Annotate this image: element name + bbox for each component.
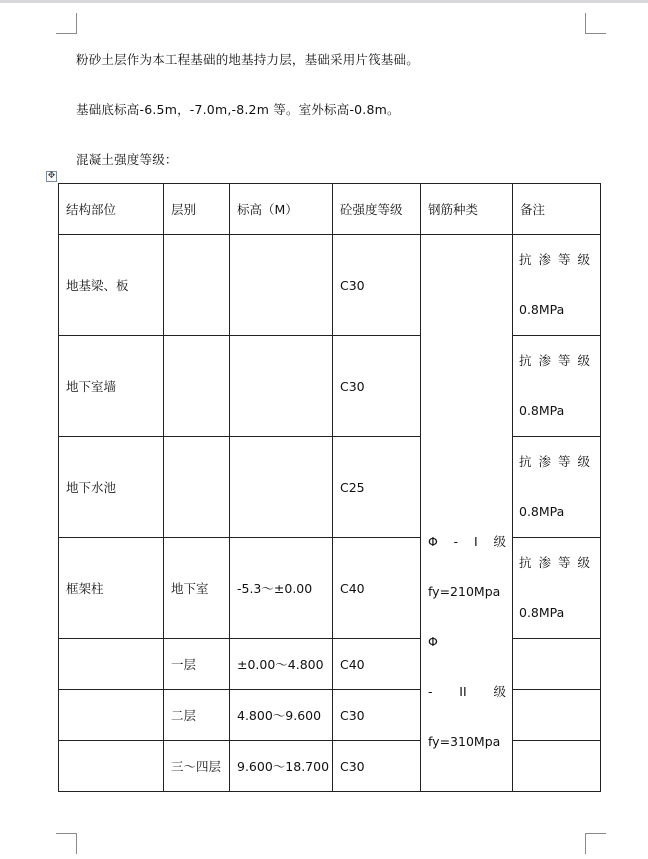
note-line: 抗渗等级 [519,555,598,570]
part-cell[interactable]: 地基梁、板 [59,235,164,336]
grade-cell[interactable]: C40 [333,639,421,690]
note-line: 抗渗等级 [519,353,598,368]
part-cell[interactable] [59,690,164,741]
header-cell[interactable]: 结构部位 [59,184,164,235]
note-line: 抗渗等级 [519,252,598,267]
paragraph-bearing-layer[interactable]: 粉砂土层作为本工程基础的地基持力层，基础采用片筏基础。 [76,52,419,67]
elevation-cell[interactable]: 9.600～18.700 [230,741,333,792]
rebar-line: Φ - I 级 [428,534,506,549]
note-cell[interactable] [513,437,601,538]
elevation-cell[interactable]: ±0.00～4.800 [230,639,333,690]
grade-cell[interactable]: C30 [333,690,421,741]
table-move-handle-icon[interactable]: ✥ [47,171,56,181]
note-line: 0.8MPa [519,504,565,519]
margin-mark-top-right [585,13,606,34]
floor-cell[interactable]: 三～四层 [164,741,230,792]
table-row [59,538,601,639]
part-cell[interactable] [59,741,164,792]
part-cell[interactable]: 地下水池 [59,437,164,538]
elevation-cell[interactable]: -5.3～±0.00 [230,538,333,639]
grade-cell[interactable]: C30 [333,741,421,792]
part-cell[interactable]: 框架柱 [59,538,164,639]
floor-cell[interactable]: 一层 [164,639,230,690]
note-cell[interactable] [513,690,601,741]
header-cell[interactable]: 砼强度等级 [333,184,421,235]
note-cell[interactable] [513,741,601,792]
floor-cell[interactable]: 二层 [164,690,230,741]
table-row [59,690,601,741]
elevation-cell[interactable] [230,235,333,336]
floor-cell[interactable] [164,235,230,336]
grade-cell[interactable]: C40 [333,538,421,639]
note-cell[interactable] [513,336,601,437]
grade-cell[interactable]: C25 [333,437,421,538]
rebar-line: fy=210Mpa Φ [428,584,501,649]
note-line: 0.8MPa [519,403,565,418]
table-row [59,235,601,336]
table-header-row [59,184,601,235]
header-cell[interactable]: 标高（M） [230,184,333,235]
concrete-grade-table [58,183,601,792]
table-row [59,639,601,690]
table-row [59,437,601,538]
table-row [59,741,601,792]
rebar-line: fy=310Mpa [428,734,501,749]
note-line: 0.8MPa [519,605,565,620]
paragraph-concrete-intro[interactable]: 混凝土强度等级： [76,152,178,167]
floor-cell[interactable]: 地下室 [164,538,230,639]
elevation-cell[interactable]: 4.800～9.600 [230,690,333,741]
header-cell[interactable]: 钢筋种类 [421,184,513,235]
elevation-cell[interactable] [230,437,333,538]
floor-cell[interactable] [164,437,230,538]
part-cell[interactable]: 地下室墙 [59,336,164,437]
elevation-cell[interactable] [230,336,333,437]
grade-cell[interactable]: C30 [333,336,421,437]
grade-cell[interactable]: C30 [333,235,421,336]
header-cell[interactable]: 层别 [164,184,230,235]
margin-mark-bottom-right [585,833,606,854]
note-line: 0.8MPa [519,302,565,317]
margin-mark-bottom-left [56,833,77,854]
rebar-cell[interactable] [421,235,513,792]
table-row [59,336,601,437]
part-cell[interactable] [59,639,164,690]
note-cell[interactable] [513,639,601,690]
note-cell[interactable] [513,235,601,336]
window-top-edge [0,0,648,3]
margin-mark-top-left [56,13,77,34]
header-cell[interactable]: 备注 [513,184,601,235]
paragraph-elevations[interactable]: 基础底标高-6.5m，-7.0m,-8.2m 等。室外标高-0.8m。 [76,102,400,117]
note-line: 抗渗等级 [519,454,598,469]
note-cell[interactable] [513,538,601,639]
floor-cell[interactable] [164,336,230,437]
rebar-line: - II 级 [428,684,506,699]
